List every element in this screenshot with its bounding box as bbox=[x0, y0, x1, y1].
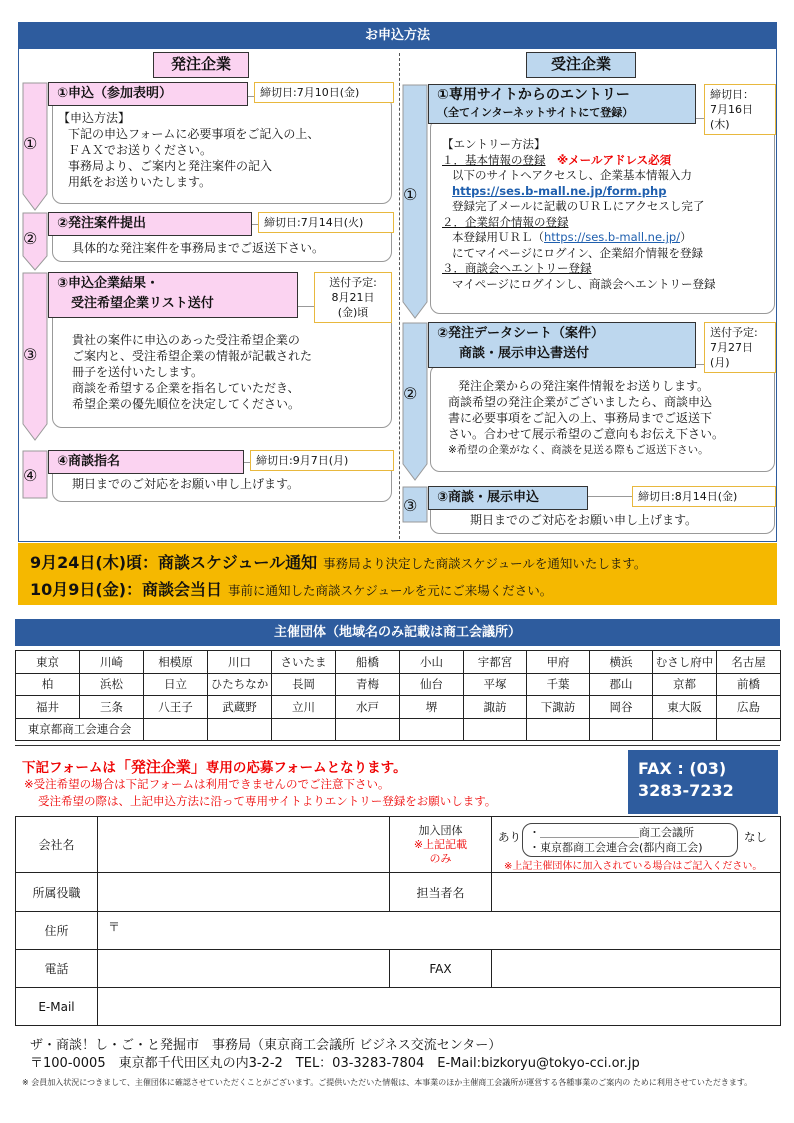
fax-field[interactable] bbox=[492, 950, 781, 988]
organizer-cell: 水戸 bbox=[336, 696, 400, 719]
step-number-4: ④ bbox=[23, 466, 38, 485]
step-number-2: ② bbox=[23, 229, 38, 248]
organizer-cell: 八王子 bbox=[144, 696, 208, 719]
person-label: 担当者名 bbox=[390, 873, 492, 912]
organizer-cell: 名古屋 bbox=[717, 651, 781, 674]
schedule-notice-date: 9月24日(木)頃：商談スケジュール通知 bbox=[30, 553, 318, 572]
column-divider bbox=[399, 53, 400, 539]
organizer-cell: 船橋 bbox=[336, 651, 400, 674]
email-field[interactable] bbox=[98, 988, 781, 1026]
organizer-cell: 京都 bbox=[653, 673, 717, 696]
membership-yes[interactable]: あり bbox=[498, 830, 521, 844]
organizer-cell: 福井 bbox=[16, 696, 80, 719]
footer-office: ザ・商談！し・ご・と発掘市 事務局（東京商工会議所 ビジネス交流センター） bbox=[30, 1038, 502, 1053]
order-step-2-body: 具体的な発注案件を事務局までご返送下さい。 bbox=[72, 241, 325, 255]
address-field[interactable] bbox=[98, 912, 781, 950]
organizers-header: 主催団体（地域名のみ記載は商工会議所） bbox=[15, 619, 780, 646]
company-name-label: 会社名 bbox=[16, 817, 98, 873]
organizer-cell: 川口 bbox=[208, 651, 272, 674]
organizer-cell-empty bbox=[590, 718, 653, 741]
organizer-cell-empty bbox=[527, 718, 590, 741]
organizer-cell: 浜松 bbox=[80, 673, 144, 696]
application-method-header: お申込方法 bbox=[19, 23, 776, 49]
schedule-notice-desc: 事務局より決定した商談スケジュールを通知いたします。 bbox=[323, 556, 647, 571]
organizer-cell: 長岡 bbox=[272, 673, 336, 696]
fax-number-box: FAX : (03) 3283-7232 bbox=[628, 750, 778, 814]
organizers-row bbox=[16, 696, 781, 719]
organizer-cell: むさし府中 bbox=[653, 651, 717, 674]
form-note-1: ※受注希望の場合は下記フォームは利用できませんのでご注意下さい。 bbox=[24, 777, 390, 791]
organizer-cell: 千葉 bbox=[527, 673, 590, 696]
receive-step-1-title: ①専用サイトからのエントリー （全てインターネットサイトにて登録） bbox=[428, 84, 696, 124]
organizers-row bbox=[16, 718, 781, 741]
organizer-cell: 川崎 bbox=[80, 651, 144, 674]
order-step-2-title: ②発注案件提出 bbox=[48, 212, 252, 236]
organizer-cell-empty bbox=[464, 718, 527, 741]
organizer-cell: 前橋 bbox=[717, 673, 781, 696]
phone-label: 電話 bbox=[16, 950, 98, 988]
order-step-3-body: 貴社の案件に申込のあった受注希望企業の ご案内と、受注希望企業の情報が記載された 冊子を送付いたします。 商談を希望する企業を指名していただき、 希望企業の優先順位を決定してください。 bbox=[72, 333, 313, 411]
organizer-cell-empty bbox=[400, 718, 464, 741]
footer-footnote: ※ 会員加入状況につきまして、主催団体に確認させていただくことがございます。ご提供いただいた情報は、本事業のほか主催商工会議所が運営する各種事業のご案内の ために利用させていただきます。 bbox=[22, 1078, 753, 1087]
org-membership-field[interactable] bbox=[492, 817, 781, 873]
organizer-cell: 東京都商工会連合会 bbox=[16, 718, 144, 741]
organizer-cell-empty bbox=[717, 718, 781, 741]
membership-no[interactable]: なし bbox=[744, 830, 767, 844]
organizer-cell: 東大阪 bbox=[653, 696, 717, 719]
event-date-desc: 事前に通知した商談スケジュールを元にご来場ください。 bbox=[228, 583, 553, 598]
receive-step-3-body: 期日までのご対応をお願い申し上げます。 bbox=[470, 513, 698, 527]
position-field[interactable] bbox=[98, 873, 390, 912]
email-label: E-Mail bbox=[16, 988, 98, 1026]
fax-label: FAX bbox=[390, 950, 492, 988]
receive-number-1: ① bbox=[403, 185, 418, 204]
receive-company-title: 受注企業 bbox=[526, 52, 636, 78]
form-top-rule bbox=[15, 745, 780, 746]
receive-step-1-body: 【エントリー方法】 １．基本情報の登録 ※メールアドレス必須 以下のサイトへアクセスし、企業基本情報入力 https://ses.b-mall.ne.jp/form.php 登録完了メールに記載のＵＲＬにアクセスし完了 ２．企業紹介情報の登録 本登録用ＵＲＬ（https://ses.b-mall.ne.jp/） にてマイページにログイン、企業紹介情報を登録 ３．商談会へエントリー登録 マイページにログインし、商談会へエントリー登録 bbox=[442, 137, 716, 291]
person-field[interactable] bbox=[492, 873, 781, 912]
receive-step-2-body: 発注企業からの発注案件情報をお送りします。 商談希望の発注企業がございましたら、商談申込 書に必要事項をご記入の上、事務局までご返送下 さい。合わせて展示希望のご意向もお伝え下さい。 ※希望の企業がなく、商談を見送る際もご返送下さい。 bbox=[448, 379, 725, 456]
footer-contact: 〒100-0005 東京都千代田区丸の内3-2-2 TEL：03-3283-7804 E-Mail:bizkoryu@tokyo-cci.or.jp bbox=[30, 1056, 640, 1071]
form-note-2: 受注希望の際は、上記申込方法に沿って専用サイトよりエントリー登録をお願いします。 bbox=[38, 794, 497, 808]
organizers-table bbox=[15, 650, 781, 741]
receive-step-1-deadline: 締切日： 7月16日 (木) bbox=[704, 84, 776, 135]
main-registration-link[interactable]: https://ses.b-mall.ne.jp/ bbox=[544, 230, 681, 244]
schedule-banner bbox=[18, 543, 777, 605]
postal-mark: 〒 bbox=[108, 920, 121, 934]
order-step-4-body: 期日までのご対応をお願い申し上げます。 bbox=[72, 477, 300, 491]
organizer-cell: 青梅 bbox=[336, 673, 400, 696]
position-label: 所属役職 bbox=[16, 873, 98, 912]
organizer-cell-empty bbox=[272, 718, 336, 741]
order-step-1-body: 【申込方法】 下記の申込フォームに必要事項をご記入の上、 ＦＡＸでお送りください。 事務局より、ご案内と発注案件の記入 用紙をお送りいたします。 bbox=[58, 111, 320, 189]
organizer-cell: 横浜 bbox=[590, 651, 653, 674]
organizer-cell: 岡谷 bbox=[590, 696, 653, 719]
organizer-cell-empty bbox=[653, 718, 717, 741]
organizer-cell: 東京 bbox=[16, 651, 80, 674]
organizer-cell: 柏 bbox=[16, 673, 80, 696]
organizer-cell: 甲府 bbox=[527, 651, 590, 674]
order-step-4-deadline: 締切日:9月7日(月) bbox=[250, 450, 394, 471]
basic-info-item: １．基本情報の登録 bbox=[442, 152, 546, 167]
organizer-cell: さいたま bbox=[272, 651, 336, 674]
event-date: 10月9日(金)：商談会当日 bbox=[30, 580, 223, 599]
company-name-field[interactable] bbox=[98, 817, 390, 873]
organizer-cell: 平塚 bbox=[464, 673, 527, 696]
receive-step-2-title: ②発注データシート（案件） 商談・展示申込書送付 bbox=[428, 322, 696, 368]
address-label: 住所 bbox=[16, 912, 98, 950]
step-number-1: ① bbox=[23, 134, 38, 153]
organizer-cell-empty bbox=[208, 718, 272, 741]
organizer-cell: 日立 bbox=[144, 673, 208, 696]
order-step-2-deadline: 締切日:7月14日(火) bbox=[258, 212, 394, 233]
organizer-cell: 小山 bbox=[400, 651, 464, 674]
organizer-cell: 堺 bbox=[400, 696, 464, 719]
membership-options[interactable]: ・＿＿＿＿＿＿＿＿＿商工会議所 ・東京都商工会連合会(都内商工会) bbox=[522, 823, 738, 857]
organizer-cell: 広島 bbox=[717, 696, 781, 719]
registration-form-link[interactable]: https://ses.b-mall.ne.jp/form.php bbox=[452, 183, 667, 198]
order-step-3-schedule: 送付予定: 8月21日 (金)頃 bbox=[314, 272, 392, 323]
order-company-title: 発注企業 bbox=[153, 52, 249, 78]
organizer-cell: 宇都宮 bbox=[464, 651, 527, 674]
email-required-note: ※メールアドレス必須 bbox=[557, 152, 672, 167]
form-title: 下記フォームは「発注企業」専用の応募フォームとなります。 bbox=[22, 758, 407, 776]
phone-field[interactable] bbox=[98, 950, 390, 988]
order-step-1-title: ①申込（参加表明） bbox=[48, 82, 248, 106]
receive-number-3: ③ bbox=[403, 496, 418, 515]
organizers-row bbox=[16, 673, 781, 696]
organizer-cell: 相模原 bbox=[144, 651, 208, 674]
receive-number-2: ② bbox=[403, 384, 418, 403]
organizer-cell: 立川 bbox=[272, 696, 336, 719]
organizer-cell: 三条 bbox=[80, 696, 144, 719]
order-step-3-title: ③申込企業結果・ 受注希望企業リスト送付 bbox=[48, 272, 298, 318]
organizer-cell: 諏訪 bbox=[464, 696, 527, 719]
organizer-cell: ひたちなか bbox=[208, 673, 272, 696]
organizer-cell: 仙台 bbox=[400, 673, 464, 696]
organizer-cell: 郡山 bbox=[590, 673, 653, 696]
step-number-3: ③ bbox=[23, 345, 38, 364]
organizers-row bbox=[16, 651, 781, 674]
application-form bbox=[15, 816, 781, 1026]
organizer-cell: 武蔵野 bbox=[208, 696, 272, 719]
organizer-cell-empty bbox=[336, 718, 400, 741]
receive-step-2-schedule: 送付予定: 7月27日 (月) bbox=[704, 322, 776, 373]
order-step-4-title: ④商談指名 bbox=[48, 450, 244, 474]
receive-step-3-title: ③商談・展示申込 bbox=[428, 486, 588, 510]
order-step-1-deadline: 締切日:7月10日(金) bbox=[254, 82, 394, 103]
organizer-cell: 下諏訪 bbox=[527, 696, 590, 719]
org-membership-label: 加入団体 ※上記記載 のみ bbox=[390, 817, 492, 873]
receive-step-3-deadline: 締切日:8月14日(金) bbox=[632, 486, 776, 507]
membership-warning: ※上記主催団体に加入されている場合はご記入ください。 bbox=[504, 861, 763, 872]
organizer-cell-empty bbox=[144, 718, 208, 741]
